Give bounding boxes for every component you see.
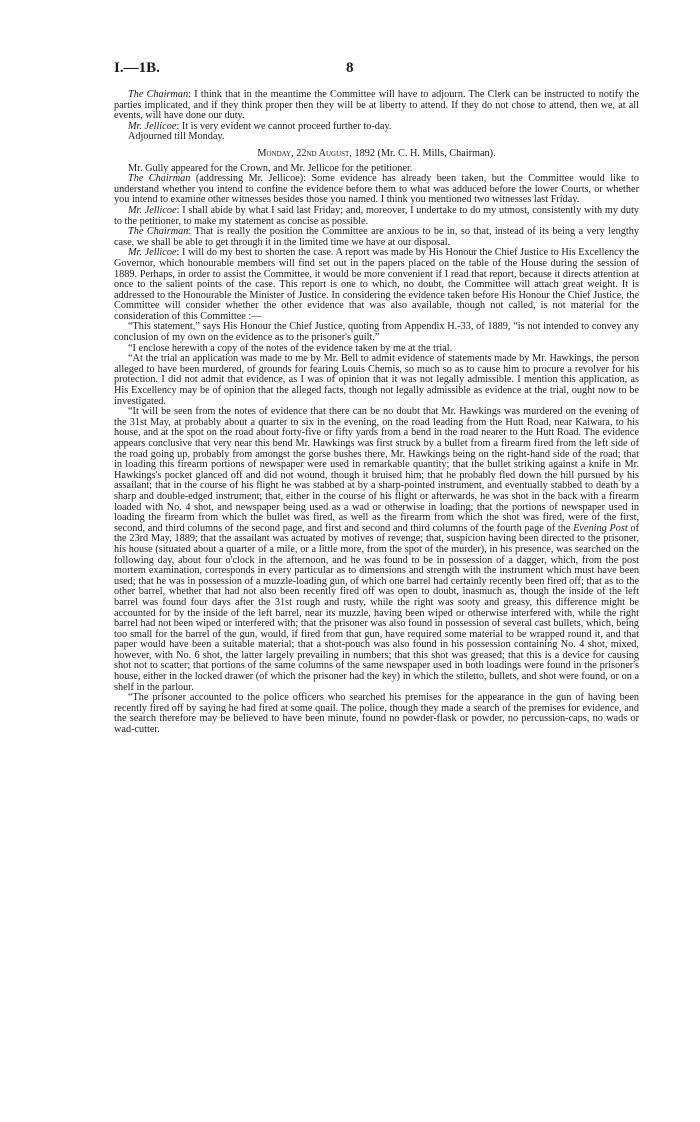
quoted-paragraph: “This statement,” says His Honour the Chief Justice, quoting from Appendix H.-33, of 1889, “is not intended to convey any conclusion of my own on the evidence as to the prisoner's guilt.”	[114, 321, 639, 344]
quoted-paragraph: “I enclose herewith a copy of the notes of the evidence taken by me at the trial.	[128, 342, 453, 354]
paragraph: Mr. Jellicoe: It is very evident we cannot proceed further to-day.	[128, 120, 392, 132]
quoted-paragraph: “It will be seen from the notes of evidence that there can be no doubt that Mr. Hawkings was murdered on the evening of the 31st May, at probably about a quarter to six in the evening, on the road leading from the Hutt Road, near Kaiwara, to his house, and at the spot on the road about forty-five or fifty yards from a bend in the road nearer to the Hutt Road. The evidence appears conclusive that very near this bend Mr. Hawkings was first struck by a bullet from a firearm fired from the left side of the road going up, probably from amongst the gorse bushes there, Mr. Hawkings being on the right-hand side of the road; that in loading this firearm portions of newspaper were used in remarkable quantity; that the bullet striking against a knife in Mr. Hawkings's pocket glanced off and did not wound, though it bruised him; that he probably fled down the hill pursued by his assailant; that in the course of his flight he was stabbed at by a sharp-pointed instrument, and eventually stabbed to death by a sharp and double-edged instrument; that, either in the course of his flight or afterwards, he was shot in the back with a firearm loaded with No. 4 shot, and newspaper being used as a wad or otherwise in loading; that the portions of newspaper used in loading the firearm from which the bullet was fired, as well as the firearm from which the shot was fired, were of the first, second, and third columns of the second page, and first and second and third columns of the fourth page of the Evening Post of the 23rd May, 1889; that the assailant was actuated by motives of revenge; that, suspicion having been directed to the prisoner, his house (situated about a quarter of a mile, or a little more, from the spot of the murder), in his presence, was searched on the following day, about four o'clock in the afternoon, and he was found to be in possession of a dagger, which, from the post mortem examination, corresponds in every particular as to dimensions and strength with the instrument which must have been used; that he was in possession of a muzzle-loading gun, of which one barrel had certainly recently been fired off; that as to the other barrel, whether that had not also been recently fired off was open to doubt, inasmuch as, though the inside of the left barrel was found four days after the 31st rough and rusty, while the right was sooty and greasy, this difference might be accounted for by the inside of the left barrel, near its muzzle, having been wiped or otherwise interfered with, while the right barrel had not been wiped or interfered with; that the prisoner was also found in possession of several cast bullets, which, being too small for the barrel of the gun, would, if fired from that gun, have required some material to be wrapped round it, and that paper would have been a suitable material; that a shot-pouch was also found in his possession containing No. 4 shot, mixed, however, with No. 6 shot, the latter largely prevailing in numbers; that this shot was greased; that this is a device for causing shot not to scatter; that portions of the same columns of the same newspaper used in both loadings were found in the prisoner's house, either in the locked drawer (of which the prisoner had the key) in which the stiletto, bullets, and shot were found, or on a shelf in the parlour.	[114, 406, 639, 693]
paragraph: Mr. Gully appeared for the Crown, and Mr. Jellicoe for the petitioner.	[128, 162, 413, 174]
paragraph: Mr. Jellicoe: I shall abide by what I said last Friday; and, moreover, I undertake to do my utmost, consistently with my duty to the petitioner, to make my statement as concise as possible.	[114, 204, 639, 227]
adjournment-note: Adjourned till Monday.	[128, 131, 225, 143]
paragraph: The Chairman: I think that in the meantime the Committee will have to adjourn. The Clerk can be instructed to notify the parties implicated, and if they think proper then they will be at liberty to attend. If they do not chose to attend, then we, at all events, will have done our duty.	[114, 89, 640, 122]
paragraph: The Chairman: That is really the position the Committee are anxious to be in, so that, instead of its being a very lengthy case, we shall be able to get through it in the limited time we have at our disposal.	[114, 226, 639, 248]
document-body	[114, 90, 639, 736]
page-number: 8	[346, 60, 354, 76]
date-heading: Monday, 22nd August, 1892 (Mr. C. H. Mills, Chairman).	[257, 147, 496, 159]
page-header	[114, 60, 638, 80]
paragraph: The Chairman (addressing Mr. Jellicoe): Some evidence has already been taken, but the Committee would like to understand whether you intend to confine the evidence before them to what was adduced before the lower Courts, or whether you intend to examine other witnesses besides those you named. I think you mentioned two witnesses last Friday.	[114, 173, 640, 206]
quoted-paragraph: “The prisoner accounted to the police officers who searched his premises for the appearance in the gun of having been recently fired off by saying he had fired at some quail. The police, though they made a search of the premises for evidence, and the search therefore may be believed to have been minute, found no powder-flask or powder, no percussion-caps, no wads or wad-cutter.	[114, 692, 639, 736]
quoted-paragraph: “At the trial an application was made to me by Mr. Bell to admit evidence of statements made by Mr. Hawkings, the person alleged to have been murdered, of grounds for fearing Louis Chemis, so much so as to cause him to procure a revolver for his protection. I did not admit that evidence, as I was of opinion that it was not legally admissible. I mention this application, as His Excellency may be of opinion that the alleged facts, though not legally admissible as evidence at the trial, ought now to be investigated.	[114, 353, 639, 407]
paragraph: Mr. Jellicoe: I will do my best to shorten the case. A report was made by His Honour the Chief Justice to His Excellency the Governor, which honourable members will find set out in the papers placed on the table of the House during the session of 1889. Perhaps, in order to assist the Committee, it would be more convenient if I read that report, because it directs attention at once to the salient points of the case. This report is one to which, no doubt, the Committee will attach great weight. It is addressed to the Honourable the Minister of Justice. In considering the evidence taken before His Honour the Chief Justice, the Committee will consider whether the other evidence that was also available, though not called, is not material for the consideration of this Committee :—	[114, 247, 639, 322]
paper-reference: I.—1B.	[114, 60, 160, 76]
